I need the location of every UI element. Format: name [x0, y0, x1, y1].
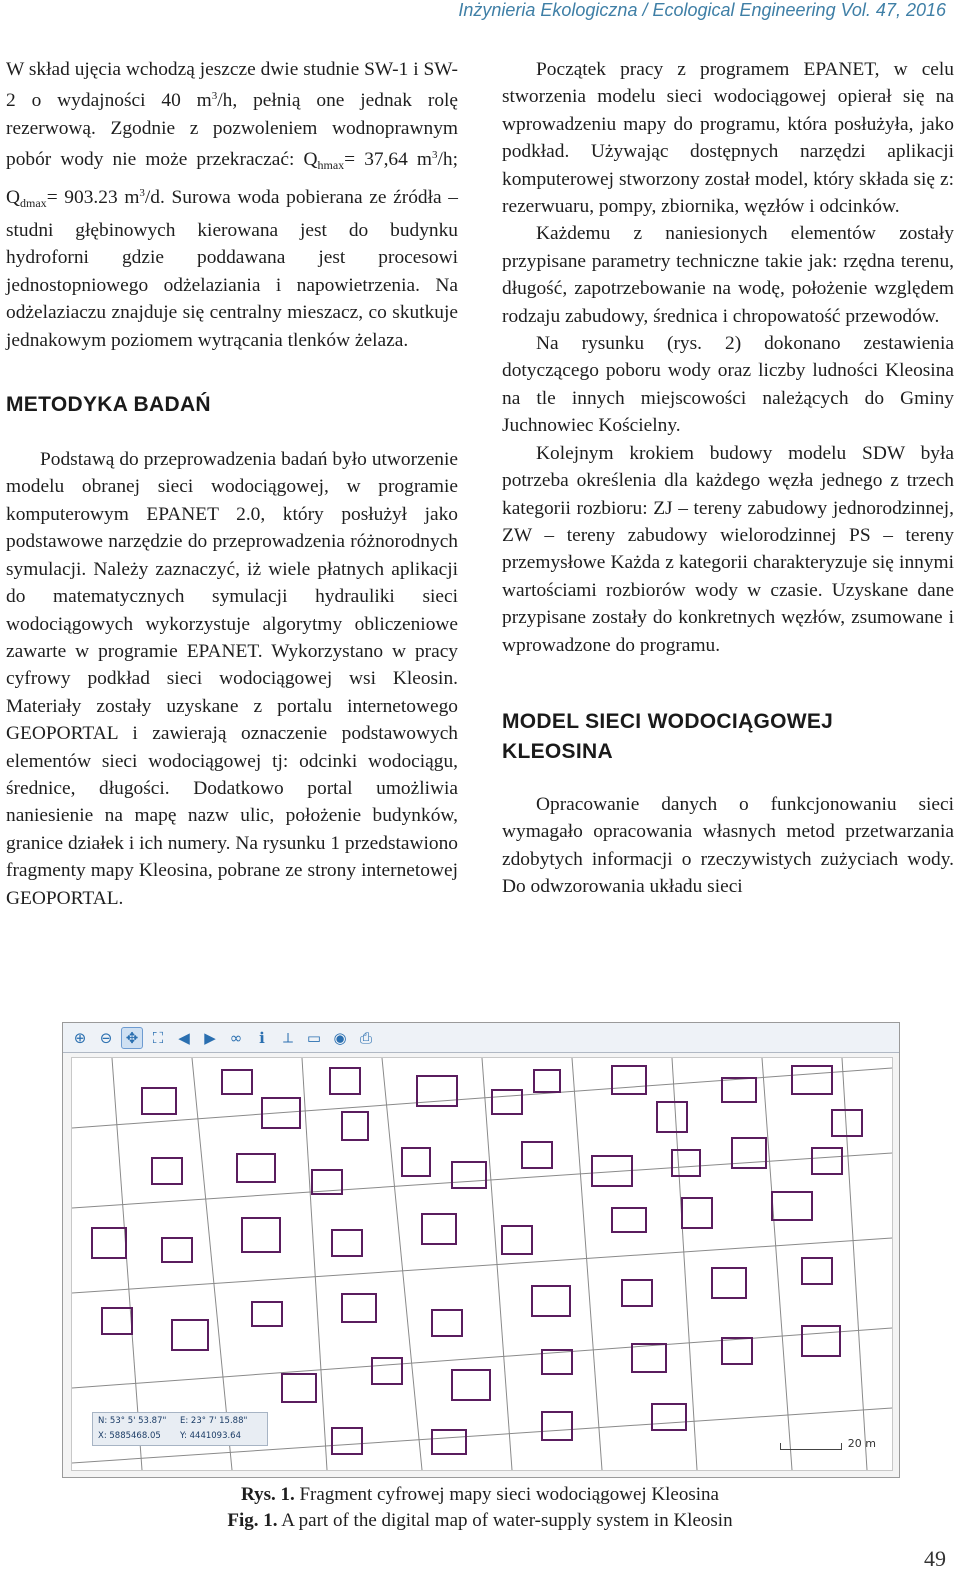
ruler-icon[interactable]: ⟂ — [282, 1028, 293, 1047]
paragraph-figure-2-reference: Na rysunku (rys. 2) dokonano zestawienia dotyczącego poboru wody oraz liczby ludności Kleosina na tle innych miejscowości należących do Gminy Juchnowiec Kościelny. — [502, 333, 954, 437]
paragraph-demand-categories: Kolejnym krokiem budowy modelu SDW była potrzeba określenia dla każdego węzła jednego z trzech kategorii rozbioru: ZJ – tereny zabudowy jednorodzinnej, ZW – tereny zabudowy wielorodzinnej PS – tereny przemysłowe Każda z kategorii charakteryzuje się innymi wartościami rozbiorów wody w czasie. Uzyskane dane przypisane zostały do konkretnych węzłów, zsumowane i wprowadzone do programu. — [502, 442, 954, 656]
building-footprints — [92, 1066, 862, 1454]
scale-bar — [780, 1437, 876, 1450]
coord-e: E: 23° 7' 15.88" — [180, 1416, 248, 1426]
measure-icon[interactable]: ▭ — [306, 1028, 322, 1047]
coord-x: X: 5885468.05 — [98, 1430, 161, 1441]
info-icon[interactable]: ℹ — [259, 1028, 265, 1047]
figure-caption-en — [0, 1508, 960, 1534]
section-heading-methodology: METODYKA BADAŃ — [6, 393, 211, 417]
scale-bar-line — [780, 1443, 842, 1450]
caption-label-pl: Rys. 1. — [241, 1484, 295, 1505]
paragraph-parameters: Każdemu z naniesionych elementów zostały przypisane parametry techniczne takie jak: rzędna terenu, długość, zapotrzebowanie na wodę, położenie względem rodzaju zabudowy, średnica i chropowatość przewodów. — [502, 223, 954, 327]
section-heading-network-model: MODEL SIECI WODOCIĄGOWEJ KLEOSINA — [502, 709, 834, 763]
globe-icon[interactable]: ◉ — [333, 1028, 347, 1047]
page-number: 49 — [924, 1546, 946, 1571]
coordinate-readout — [92, 1412, 268, 1446]
coord-y: Y: 4441093.64 — [180, 1430, 242, 1441]
running-head: Inżynieria Ekologiczna / Ecological Engineering Vol. 47, 2016 — [458, 0, 946, 20]
zoom-out-icon[interactable]: ⊖ — [99, 1028, 113, 1047]
paragraph-epanet-start: Początek pracy z programem EPANET, w celu stworzenia modelu sieci wodociągowej opierał się na wprowadzeniu mapy do programu, która posłużyła, jako podkład. Używając dostępnych narzędzi aplikacji komputerowej stworzony został model, który składa się z: rezerwuaru, pompy, zbiornika, węzłów i odcinków. — [502, 59, 954, 218]
figure-caption-pl — [0, 1482, 960, 1508]
parcel-lines — [72, 1058, 892, 1470]
link-icon[interactable]: ∞ — [229, 1028, 243, 1047]
paragraph-methodology: Podstawą do przeprowadzenia badań było utworzenie modelu obranej sieci wodociągowej, w programie komputerowym EPANET 2.0, który posłużył jako podstawowe narzędzie do przeprowadzenia różnorodnych symulacji. Należy zaznaczyć, iż wiele płatnych aplikacji do matematycznych symulacji hydrauliki sieci wodociągowych wykorzystuje algorytmy obliczeniowe zawarte w programie EPANET. Wykorzystano w pracy cyfrowy podkład sieci wodociągowej wsi Kleosin. Materiały zostały uzyskane z portalu internetowego GEOPORTAL i zawierają oznaczenie podstawowych elementów sieci wodociągowej tj: odcinki wodociągu, średnice, długości. Dodatkowo portal umożliwia naniesienie na mapę nazw ulic, położenie budynków, granice działek i ich numery. Na rysunku 1 przedstawiono fragmenty mapy Kleosina, pobrane ze strony internetowej GEOPORTAL. — [6, 449, 458, 909]
caption-text-en: A part of the digital map of water-supply system in Kleosin — [281, 1510, 733, 1531]
full-extent-icon[interactable]: ⛶ — [152, 1028, 164, 1047]
caption-label-en: Fig. 1. — [227, 1510, 278, 1531]
back-icon[interactable]: ◀ — [178, 1028, 190, 1047]
figure-map-screenshot — [62, 1022, 900, 1478]
left-column — [6, 56, 458, 912]
zoom-in-icon[interactable]: ⊕ — [73, 1028, 87, 1047]
paragraph-intake-wells: W skład ujęcia wchodzą jeszcze dwie studnie SW-1 i SW-2 o wydajności 40 $m^3/h$, pełnią one jednak rolę rezerwową. Zgodnie z pozwoleniem wodnoprawnym pobór wody nie może przekraczać: $Q_{hmax}= 37,64$ $m^3/h$; $Q_{dmax}= 903.23$ $m^3/d$. Surowa woda pobierana ze źródła – studni głębinowych kierowana jest do budynku hydroforni gdzie poddawana jest procesowi jednostopniowego odżelaziania i napowietrzenia. Na odżelaziaczu znajduje się centralny mieszacz, co skutkuje jednakowym poziomem wytrącania tlenków żelaza. — [6, 59, 459, 351]
forward-icon[interactable]: ▶ — [204, 1028, 216, 1047]
map-canvas[interactable] — [71, 1057, 893, 1471]
scale-bar-label: 20 m — [847, 1437, 876, 1450]
map-drawing — [72, 1058, 892, 1470]
right-column — [502, 56, 954, 901]
pan-icon[interactable]: ✥ — [121, 1027, 143, 1049]
caption-text-pl: Fragment cyfrowej mapy sieci wodociągowej Kleosina — [299, 1484, 719, 1505]
print-icon[interactable]: ⎙ — [359, 1028, 372, 1047]
paragraph-data-processing: Opracowanie danych o funkcjonowaniu sieci wymagało opracowania własnych metod przetwarzania zdobytych informacji o rzeczywistych zużyciach wody. Do odwzorowania układu sieci — [502, 793, 954, 898]
coord-n: N: 53° 5' 53.87" — [98, 1416, 167, 1426]
map-toolbar — [63, 1023, 899, 1053]
